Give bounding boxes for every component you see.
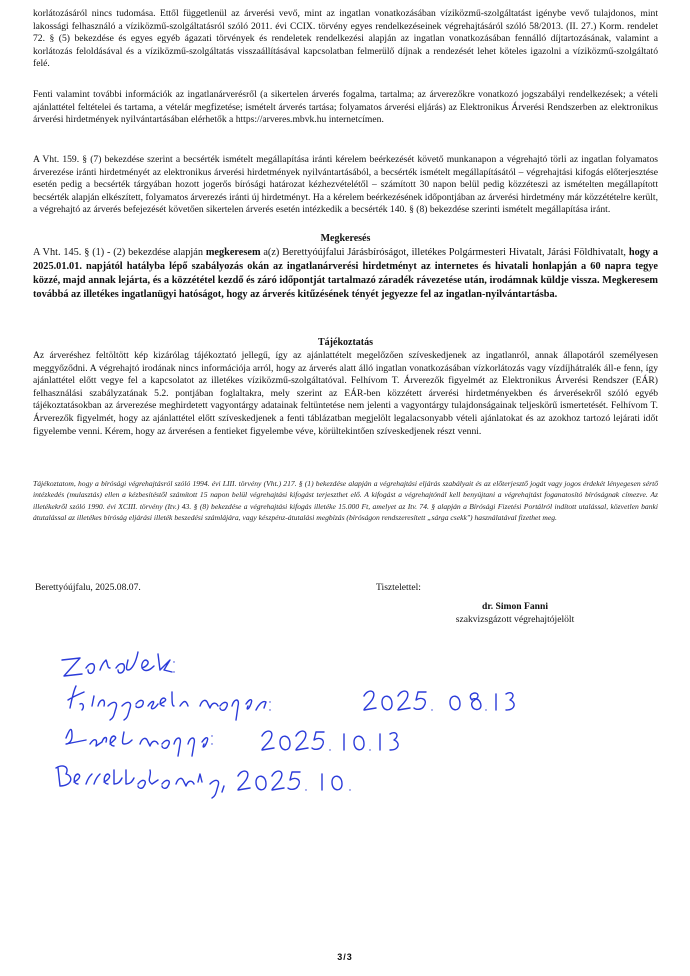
handwriting-date-2 <box>262 731 398 750</box>
paragraph-further-info: Fenti valamint további információk az ingatlanárverésről (a sikertelen árverés fogalma, tartalma; az árverezőkre vonatkozó jogszabályi rendelkezések; a vételi ajánlattétel feltételei és tartama, a vételár megfizetése; ismételt árverés tartása; folyamatos árverési eljárás) az Elektronikus Árverési Rendszerben az elektronikus árverési hirdetmények nyilvántartásában elérhetők a https://arveres.mbvk.hu internetcímen. <box>33 89 658 126</box>
info-title: Tájékoztatás <box>318 337 373 348</box>
request-text-2: a(z) Berettyóújfalui Járásbíróságot, illetékes Polgármesteri Hivatalt, Járási Földhivatalt, <box>260 247 629 258</box>
handwriting-line-3 <box>66 729 212 756</box>
handwriting-line-4 <box>56 766 224 798</box>
request-title: Megkeresés <box>320 233 371 244</box>
handwriting-line-1 <box>62 652 174 676</box>
signer-name: dr. Simon Fanni <box>481 601 549 612</box>
request-bold-1: megkeresem <box>205 247 261 258</box>
handwriting-line-2 <box>68 686 270 720</box>
place-date: Berettyóújfalu, 2025.08.07. <box>35 582 141 593</box>
page-number: 3/3 <box>337 952 353 962</box>
request-bold-2: hogy a 2025.01.01. napjától hatályba lépő szabályozás okán az ingatlanárverési hirdetményt az internetes és hivatali honlapján a 60 napra tegye közzé, majd annak lejárta, és a közzététel kezdő és záró időpontját tartalmazó záradék rávezetése után, irodámnak küldje vissza. Megkeresem továbbá az illetékes ingatlanügyi hatóságot, hogy az árverés kitűzésének tényét jegyezze fel az ingatlan-nyilvántartásba. <box>33 247 658 300</box>
signer-block <box>435 600 595 626</box>
paragraph-water-utility: korlátozásáról nincs tudomása. Ettől függetlenül az árverési vevő, mint az ingatlan vonatkozásában víziközmű-szolgáltatást igénybe vevő tulajdonos, mint lakossági felhasználó a víziközmű-szolgáltatásról szóló 2011. évi CCIX. törvény egyes rendelkezéseinek végrehajtásáról szóló 58/2013. (II. 27.) Korm. rendelet 72. § (5) bekezdése és egyes egyéb ágazati törvények és rendeletek rendelkezési alapján az ingatlan vonatkozásában fennálló díjtartozásának, valamint a korlátozás feloldásával és a víziközmű-szolgáltatás visszaállításával kapcsolatban felmerülő díjnak a rendezését lehet köteles igazolni a víziközmű-szolgáltató felé. <box>33 8 658 70</box>
request-text-1: A Vht. 145. § (1) - (2) bekezdése alapján <box>33 247 206 258</box>
handwriting-date-3 <box>238 771 350 790</box>
legal-notice: Tájékoztatom, hogy a bírósági végrehajtásról szóló 1994. évi LIII. törvény (Vht.) 217. § (1) bekezdése alapján a végrehajtási eljárás szabályait és az előterjesztő jogát vagy jogos érdekét lényegesen sértő intézkedés (mulasztás) ellen a kézbesítéstől számított 15 napon belül végrehajtási kifogást terjeszthet elő. A kifogást a végrehajtónál kell benyújtani a végrehajtást foganatosító bíróságnak címezve. Az illetékekről szóló 1990. évi XCIII. törvény (Itv.) 43. § (8) bekezdése a végrehajtási kifogás illetéke 15.000 Ft, amelyet az Itv. 74. § alapján a Bírósági Fizetési Portálról indított utalással, közvetlen banki átutalással az illetékes bíróság eljárási illeték beszedési számlájára, vagy készpénz-átutalási megbízás (bíróságon rendszeresített „sárga csekk") használatával fizethet meg. <box>33 479 658 522</box>
handwriting-date-1 <box>364 691 514 710</box>
request-paragraph <box>33 246 658 302</box>
paragraph-vht-159: A Vht. 159. § (7) bekezdése szerint a becsérték ismételt megállapítása iránti kérelem beérkezését követő munkanapon a végrehajtó törli az ingatlan folyamatos árverezése iránti hirdetményét az elektronikus árverési hirdetmények nyilvántartásából, a becsérték ismételt megállapításától – végrehajtási kifogás előterjesztése esetén pedig a becsérték tárgyában hozott jogerős bírósági határozat kézhezvételétől – számított 30 napon belül pedig közzéteszi az ismételten megállapított becsérték alapján elkészített, folyamatos árverezés iránti új hirdetményt. Ha a kérelem beérkezésének időpontjában az árverési hirdetmény már közzétételre került, a végrehajtó az árverés befejezését követően sikertelen árverés esetén intézkedik a becsérték 140. § (8) bekezdése szerinti ismételt megállapítása iránt. <box>33 154 658 216</box>
signer-title: szakvizsgázott végrehajtójelölt <box>455 614 575 625</box>
info-paragraph: Az árveréshez feltöltött kép kizárólag tájékoztató jellegű, így az ajánlattételt megelőzően szíveskedjenek az ingatlanról, annak állapotáról személyesen meggyőződni. A végrehajtó irodának nincs információja arról, hogy az árverés alatt álló ingatlan vonatkozásában vízkorlátozás vagy vízdíjhátralék áll-e fenn, így ajánlattétel előtt vegye fel a kapcsolatot az illetékes víziközmű-szolgáltatóval. Felhívom T. Árverezők figyelmét az Elektronikus Árverési Rendszer (EÁR) felhasználási szabályzatának 5.2. pontjában foglaltakra, mely szerint az EÁR-ben közzétett árverési hirdetményekben és árverésekről szóló egyéb tájékoztatásokban az árverezése meghirdetett vagyontárgy adatainak feltüntetése nem jelenti a vagyontárgy tulajdonságainak teljeskörű ismertetését. Felhívom T. Árverezők figyelmét, hogy az ajánlattétel előtt szíveskedjenek a fenti táblázatban megjelölt legalacsonyabb vételi ajánlatokat és az azokhoz tartozó lejárati időt figyelembe venni. Kérem, hogy az árverésen a fentieket figyelembe véve, körültekintően szíveskedjenek részt venni. <box>33 350 658 437</box>
handwritten-annotation <box>0 640 690 800</box>
greeting: Tisztelettel: <box>376 582 421 593</box>
